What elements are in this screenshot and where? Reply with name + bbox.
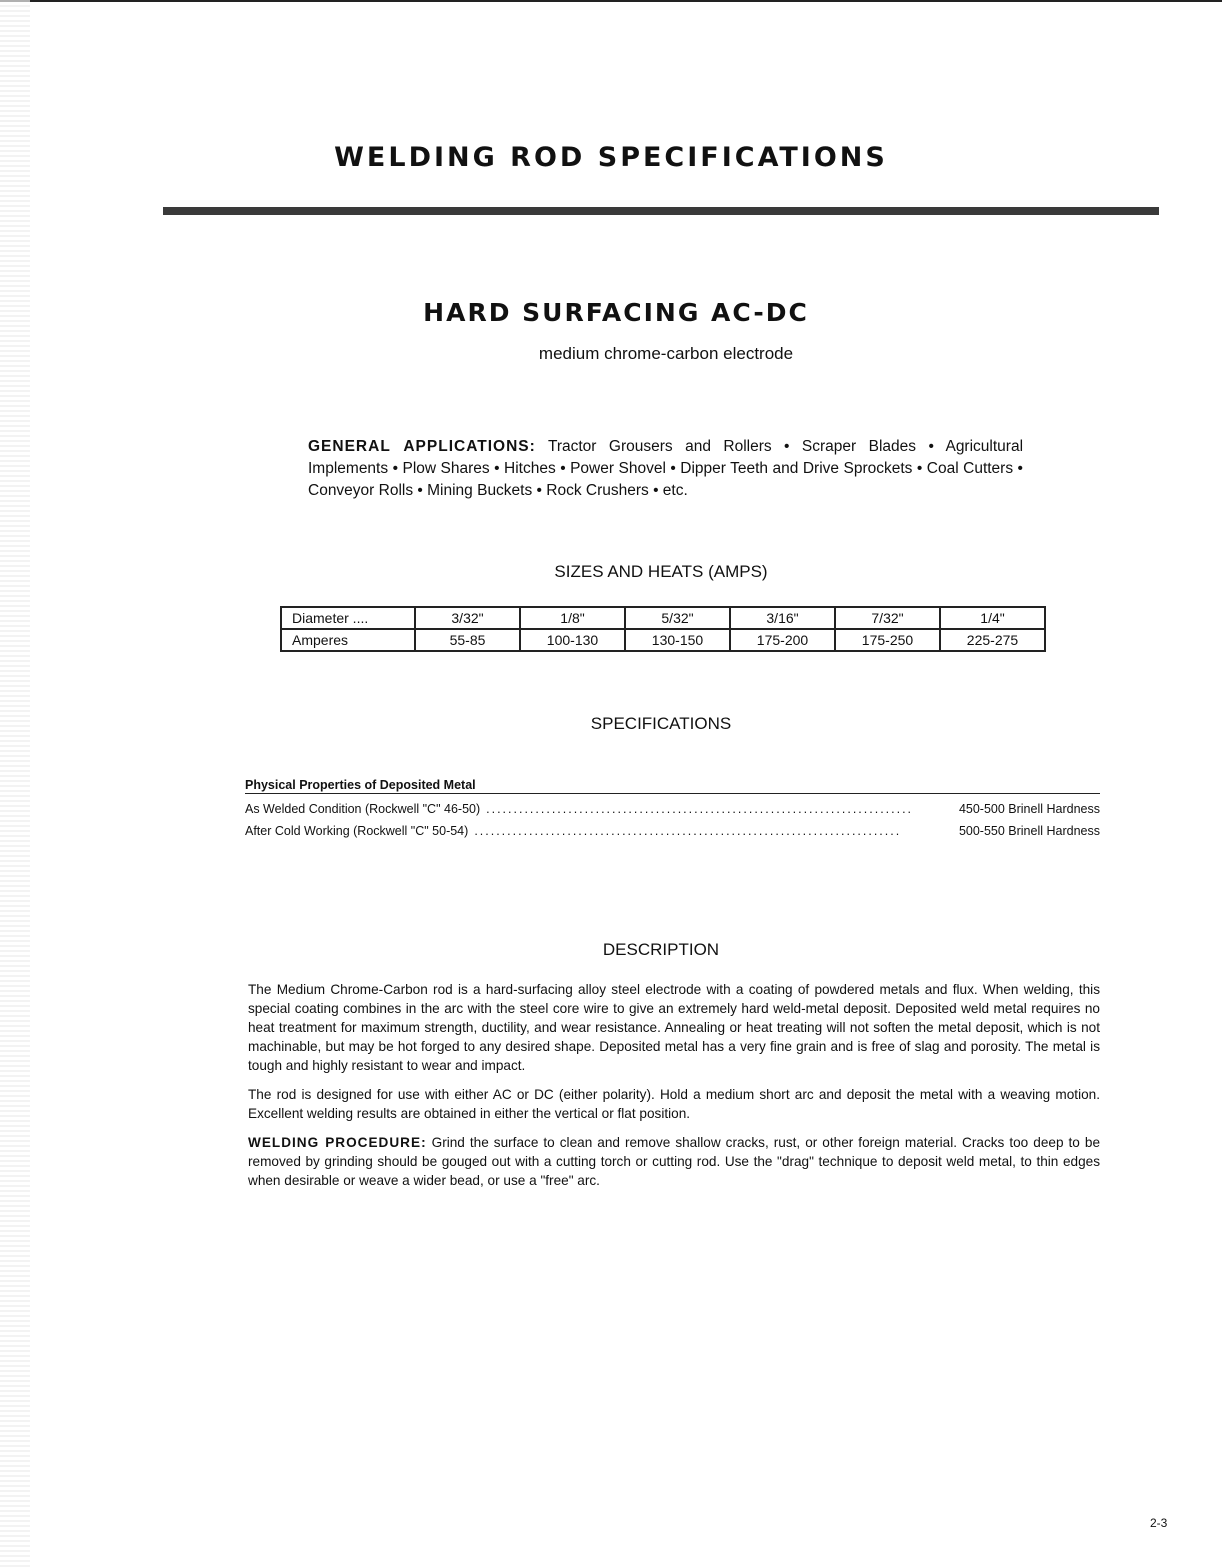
table-cell: 225-275 xyxy=(940,629,1045,651)
general-applications xyxy=(308,436,1023,502)
property-row xyxy=(245,798,1100,820)
table-cell: 3/16" xyxy=(730,607,835,629)
row-label: Diameter .... xyxy=(281,607,415,629)
title-rule xyxy=(163,207,1159,215)
table-cell: 55-85 xyxy=(415,629,520,651)
sizes-table xyxy=(280,606,1046,652)
description-body xyxy=(248,980,1100,1200)
property-value: 450-500 Brinell Hardness xyxy=(958,802,1100,816)
table-cell: 3/32" xyxy=(415,607,520,629)
table-cell: 175-250 xyxy=(835,629,940,651)
applications-text: Tractor Grousers and Rollers • Scraper Blades • Agricultural Implements • Plow Shares • Hitches • Power Shovel • Dipper Teeth and Drive Sprockets • Coal Cutters • Conveyor Rolls • Mining Buckets • Rock Crushers • etc. xyxy=(308,438,1024,499)
table-cell: 1/8" xyxy=(520,607,625,629)
product-title: HARD SURFACING AC-DC xyxy=(423,298,809,327)
table-cell: 100-130 xyxy=(520,629,625,651)
page-border xyxy=(0,0,1222,2)
properties-subheading: Physical Properties of Deposited Metal xyxy=(245,778,1100,794)
specifications-heading: SPECIFICATIONS xyxy=(590,714,732,733)
property-value: 500-550 Brinell Hardness xyxy=(958,824,1100,838)
properties-list xyxy=(245,778,1100,842)
product-subtitle: medium chrome-carbon electrode xyxy=(538,344,794,363)
table-row xyxy=(281,629,1045,651)
procedure-label: WELDING PROCEDURE: xyxy=(248,1135,427,1150)
applications-label: GENERAL APPLICATIONS: xyxy=(308,438,536,455)
table-cell: 5/32" xyxy=(625,607,730,629)
table-cell: 175-200 xyxy=(730,629,835,651)
dot-leader: .............................................................................. xyxy=(486,802,914,816)
table-cell: 130-150 xyxy=(625,629,730,651)
page-title: WELDING ROD SPECIFICATIONS xyxy=(334,142,888,173)
property-label: After Cold Working (Rockwell "C" 50-54) xyxy=(245,824,469,838)
row-label: Amperes xyxy=(281,629,415,651)
description-heading: DESCRIPTION xyxy=(602,940,720,959)
dot-leader: .............................................................................. xyxy=(474,824,902,838)
scan-edge xyxy=(0,0,30,1568)
description-paragraph: The rod is designed for use with either AC or DC (either polarity). Hold a medium short arc and deposit the metal with a weaving motion. Excellent welding results are obtained in either the vertical or flat position. xyxy=(248,1087,1100,1121)
description-paragraph: The Medium Chrome-Carbon rod is a hard-surfacing alloy steel electrode with a coating of powdered metals and flux. When welding, this special coating combines in the arc with the steel core wire to give an extremely hard weld-metal deposit. Deposited weld metal requires no heat treatment for maximum strength, ductility, and wear resistance. Annealing or heat treating will not soften the metal deposit, which is not machinable, but may be hot forged to any desired shape. Deposited metal has a very fine grain and is free of slag and porosity. The metal is tough and highly resistant to wear and impact. xyxy=(248,982,1100,1073)
page-number: 2-3 xyxy=(1150,1516,1168,1530)
table-cell: 1/4" xyxy=(940,607,1045,629)
procedure-text: Grind the surface to clean and remove shallow cracks, rust, or other foreign material. Cracks too deep to be removed by grinding should be gouged out with a cutting torch or cutting rod. Use the "drag" technique to deposit weld metal, to thin edges when desirable or weave a wider bead, or use a "free" arc. xyxy=(248,1135,1100,1188)
property-row xyxy=(245,820,1100,842)
property-label: As Welded Condition (Rockwell "C" 46-50) xyxy=(245,802,481,816)
sizes-heading: SIZES AND HEATS (AMPS) xyxy=(554,562,768,581)
table-row xyxy=(281,607,1045,629)
welding-procedure xyxy=(248,1133,1100,1190)
table-cell: 7/32" xyxy=(835,607,940,629)
